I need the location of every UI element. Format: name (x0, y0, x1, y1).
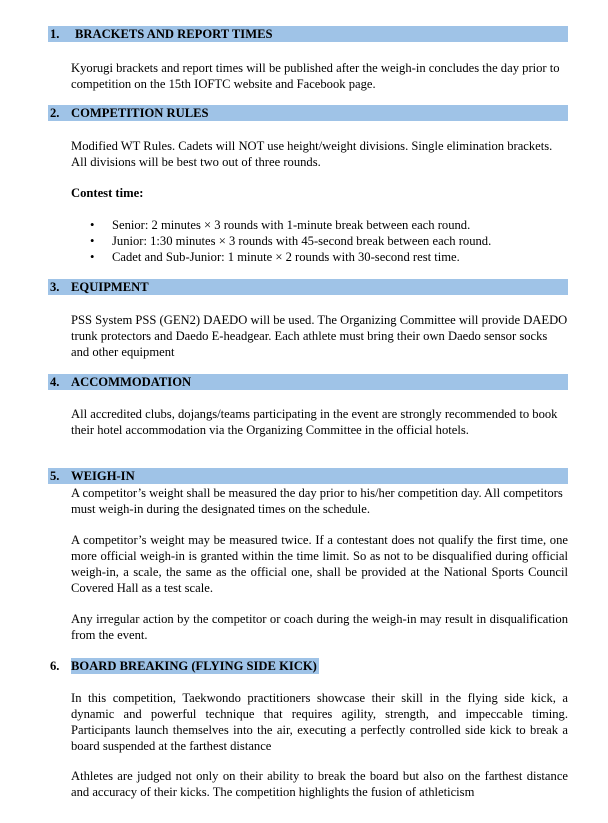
section-number: 2. (50, 106, 60, 120)
bullet-icon: • (90, 234, 95, 248)
paragraph: PSS System PSS (GEN2) DAEDO will be used. The Organizing Committee will provide DAEDO trunk protectors and Daedo E-headgear. Each athlete must bring their own Daedo sensor socks and other equipment (71, 313, 568, 359)
section-title: COMPETITION RULES (71, 106, 209, 120)
section-3-body (71, 312, 568, 360)
paragraph: A competitor’s weight shall be measured the day prior to his/her competition day. All competitors must weigh-in during the designated times on the schedule. (71, 486, 563, 516)
section-2-body (71, 138, 568, 170)
bullet-icon: • (90, 250, 95, 264)
list-item (71, 233, 568, 249)
section-5-body-1 (71, 485, 568, 517)
contest-time-list (71, 217, 568, 265)
section-number: 6. (50, 659, 60, 673)
section-title: WEIGH-IN (71, 469, 135, 483)
section-1-header (48, 26, 568, 42)
section-title: ACCOMMODATION (71, 375, 192, 389)
list-item-text: Senior: 2 minutes × 3 rounds with 1-minute break between each round. (112, 218, 471, 232)
paragraph: Any irregular action by the competitor or coach during the weigh-in may result in disqualification from the event. (71, 612, 568, 642)
paragraph: Modified WT Rules. Cadets will NOT use height/weight divisions. Single elimination brackets. All divisions will be best two out of three rounds. (71, 139, 553, 169)
section-title: BRACKETS AND REPORT TIMES (75, 27, 273, 41)
list-item (71, 249, 568, 265)
section-number: 5. (50, 469, 60, 483)
section-4-body (71, 406, 568, 438)
section-title: BOARD BREAKING (FLYING SIDE KICK) (71, 659, 317, 673)
section-5-header (48, 468, 568, 484)
section-number: 3. (50, 280, 60, 294)
section-6-body-2 (71, 768, 568, 800)
section-number: 1. (50, 27, 60, 41)
section-2-header (48, 105, 568, 121)
section-4-header (48, 374, 568, 390)
section-5-body-2 (71, 532, 568, 596)
contest-time-heading: Contest time: (71, 186, 144, 200)
paragraph: A competitor’s weight may be measured twice. If a contestant does not qualify the first time, one more official weigh-in is granted within the time limit. So as not to be disqualified during official weigh-in, a scale, the same as the official one, shall be provided at the National Sports Council Covered Hall as a test scale. (71, 533, 568, 595)
section-6-body-1 (71, 690, 568, 754)
list-item-text: Junior: 1:30 minutes × 3 rounds with 45-second break between each round. (112, 234, 492, 248)
paragraph: In this competition, Taekwondo practitioners showcase their skill in the flying side kick, a dynamic and powerful technique that requires agility, strength, and impeccable timing. Participants launch themselves into the air, executing a perfectly controlled side kick to break a board suspended at the farthest distance (71, 691, 568, 753)
paragraph: All accredited clubs, dojangs/teams participating in the event are strongly recommended to book their hotel accommodation via the Organizing Committee in the official hotels. (71, 407, 558, 437)
section-5-body-3 (71, 611, 568, 643)
section-3-header (48, 279, 568, 295)
section-title: EQUIPMENT (71, 280, 149, 294)
paragraph: Kyorugi brackets and report times will be published after the weigh-in concludes the day prior to competition on the 15th IOFTC website and Facebook page. (71, 61, 560, 91)
section-number: 4. (50, 375, 60, 389)
bullet-icon: • (90, 218, 95, 232)
paragraph: Athletes are judged not only on their ability to break the board but also on the farthest distance and accuracy of their kicks. The competition highlights the fusion of athleticism (71, 769, 568, 799)
section-1-body (71, 60, 568, 92)
list-item (71, 217, 568, 233)
list-item-text: Cadet and Sub-Junior: 1 minute × 2 rounds with 30-second rest time. (112, 250, 460, 264)
